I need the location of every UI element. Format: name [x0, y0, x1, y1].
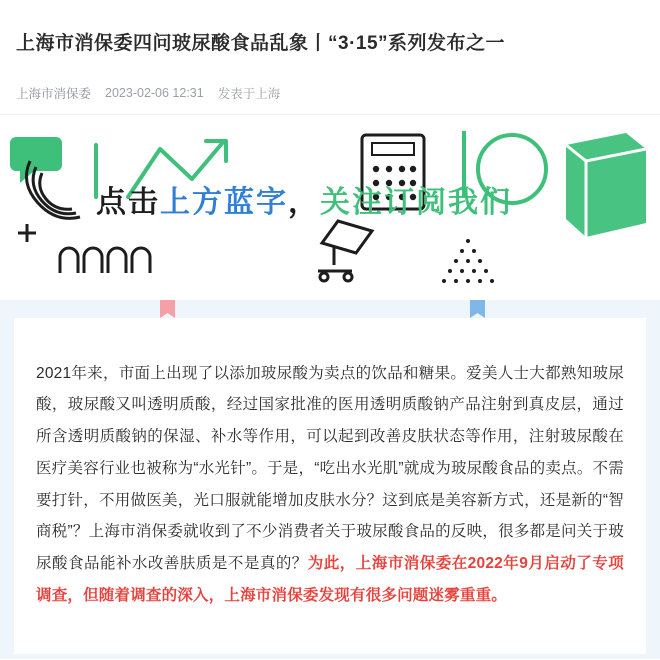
article-location: 发表于上海	[217, 87, 281, 102]
paragraph-highlight-text: 为此，上海市消保委在2022年9月启动了专项调查，但随着调查的深入，上海市消保委发现有很多问题迷雾重重。	[36, 555, 624, 604]
banner-text-click: 点击	[96, 186, 160, 220]
banner-headline	[96, 177, 512, 221]
article-date: 2023-02-06 12:31	[105, 86, 204, 101]
arch-shapes-icon	[60, 248, 150, 273]
page-title: 上海市消保委四问玻尿酸食品乱象丨“3·15”系列发布之一	[16, 32, 506, 54]
cube-icon	[566, 133, 646, 237]
plus-icon	[18, 224, 36, 242]
ribbon-mark-pink	[160, 300, 175, 318]
article-source: 上海市消保委	[16, 87, 92, 102]
paragraph-plain-text: 2021年来，市面上出现了以添加玻尿酸为卖点的饮品和糖果。爱美人士大都熟知玻尿酸，玻尿酸又叫透明质酸，经过国家批准的医用透明质酸钠产品注射到真皮层，通过所含透明质酸钠的保湿、补水等作用，可以起到改善皮肤状态等作用，注射玻尿酸在医疗美容行业也被称为“水光针”。于是，“吃出水光肌”就成为玻尿酸食品的卖点。不需要打针，不用做医美，光口服就能增加皮肤水分？这到底是美容新方式，还是新的“智商税”？上海市消保委就收到了不少消费者关于玻尿酸食品的反映，很多都是问关于玻尿酸食品能补水改善肤质是不是真的？	[36, 364, 624, 573]
article-body	[0, 300, 660, 659]
speech-bubble-icon	[10, 137, 62, 183]
dot-triangle-icon	[442, 239, 494, 283]
ribbon-marks	[0, 300, 660, 318]
article-paper	[14, 318, 646, 654]
banner-text-comma: ，	[288, 186, 320, 220]
banner-text-subscribe: 关注订阅我们	[320, 186, 512, 220]
article-meta	[0, 70, 660, 114]
banner-text-bluelink: 上方蓝字	[160, 186, 288, 220]
article-paragraph	[36, 358, 624, 612]
article-page	[0, 13, 660, 660]
ribbon-mark-blue	[470, 300, 485, 318]
banner-graphics	[0, 115, 660, 300]
shopping-cart-icon	[318, 221, 372, 281]
subscribe-banner[interactable]	[0, 114, 660, 300]
